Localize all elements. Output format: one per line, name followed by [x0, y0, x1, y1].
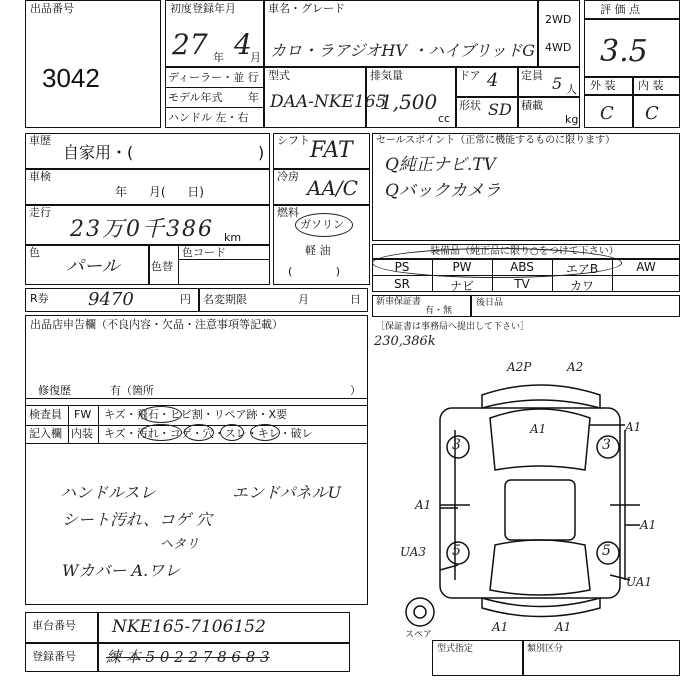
name-change-month: 月	[298, 293, 309, 306]
capacity-label: 定員	[521, 69, 543, 82]
report-title: 出品店申告欄（不良内容・欠品・注意事項等記載）	[30, 318, 283, 331]
selling-point-2: Qバックカメラ	[385, 181, 501, 201]
registration-label: 登録番号	[32, 650, 76, 663]
displacement-unit: cc	[438, 112, 451, 125]
mark-right-rear: UA1	[626, 575, 653, 589]
equipment-item-4: AW	[636, 260, 656, 274]
tire-rl-mark: 5	[452, 543, 461, 559]
report-note-engine: エンドパネルU	[232, 483, 342, 502]
report-note-1: ハンドルスレ	[60, 483, 156, 502]
shift-label: シフト	[277, 134, 310, 147]
report-note-3: ヘタリ	[160, 537, 200, 552]
equipment-item-1: PW	[452, 260, 472, 274]
mark-rear-left: A1	[492, 620, 509, 634]
lot-number-label: 出品番号	[30, 2, 74, 15]
mark-circle-wear	[250, 424, 280, 441]
interior-grade: C	[645, 103, 659, 124]
exterior-grade: C	[600, 103, 614, 124]
equipment-title: 装備品（純正品に限り○をつけて下さい）	[430, 246, 619, 257]
mark-front-right: A2	[567, 360, 584, 374]
equipment-item-2: ABS	[510, 260, 534, 274]
selling-point-1: Q純正ナビ.TV	[385, 155, 496, 175]
name-change-label: 名変期限	[203, 293, 247, 306]
registration-value: 練 本 5 0 2 2 7 8 6 8 3	[106, 648, 270, 666]
warranty-options: 有・無	[425, 306, 453, 316]
report-note-2: シート汚れ、コゲ 穴	[62, 510, 213, 529]
report-note-4: Wカバー A.ワレ	[62, 561, 181, 580]
model-year-unit: 年	[248, 91, 259, 104]
repair-history-close: ）	[350, 384, 361, 397]
mark-right-door: A1	[640, 518, 657, 532]
fuel-paren: ( )	[288, 265, 341, 278]
shape-value: SD	[488, 100, 512, 119]
history-value: 自家用・(	[63, 143, 134, 162]
equipment-circle-mark	[372, 248, 622, 278]
recycle-label: R券	[30, 292, 49, 305]
month-unit: 月	[250, 51, 261, 64]
mark-left-front-door: A1	[415, 498, 432, 512]
mark-circle-dirt	[140, 424, 182, 441]
fuel-diesel: 軽 油	[305, 244, 331, 257]
mark-right-front-fender: A1	[625, 420, 642, 434]
door-label: ドア	[459, 69, 481, 82]
car-name-label: 車名・グレード	[268, 2, 345, 15]
interior-items: キズ・汚れ・コゲ・穴・スレ・キレ・破レ	[104, 427, 313, 440]
exterior-label: 外 装	[590, 79, 616, 92]
door-value: 4	[487, 70, 499, 91]
tire-rr-mark: 5	[602, 543, 611, 559]
fw-label: FW	[74, 408, 92, 421]
recycle-value: 9470	[88, 289, 134, 310]
capacity-value: 5	[552, 74, 563, 93]
type-label: 型式	[268, 69, 290, 82]
tire-fr-mark: 3	[602, 437, 611, 453]
displacement-value: 1,500	[380, 90, 438, 114]
capacity-unit: 人	[566, 83, 577, 96]
history-close: )	[258, 143, 265, 162]
tire-fl-mark: 3	[452, 437, 461, 453]
mileage-unit: km	[224, 231, 242, 244]
fuel-label: 燃料	[277, 206, 299, 219]
warranty-date-label: 後日品	[476, 298, 504, 308]
interior-check-label: 内装	[71, 427, 93, 440]
selling-points-title: セールスポイント（正常に機能するものに限ります）	[376, 135, 616, 146]
warranty-label: 新車保証書	[376, 297, 422, 307]
recycle-box	[25, 288, 368, 312]
entry-label: 記入欄	[29, 427, 62, 440]
mileage-label: 走行	[29, 206, 51, 219]
load-label: 積載	[521, 99, 543, 112]
ac-value: AA/C	[307, 176, 358, 200]
inspector-label: 検査員	[29, 408, 62, 421]
fw-items: キズ・飛石・ヒビ割・リペア跡・X要	[104, 408, 288, 421]
name-change-day: 日	[350, 293, 361, 306]
color-label: 色	[29, 246, 40, 259]
year-unit: 年	[213, 51, 224, 64]
inspection-label: 車検	[29, 170, 51, 183]
spare-label: スペア	[405, 630, 433, 640]
color-value: パール	[66, 256, 120, 277]
load-unit: kg	[565, 113, 579, 126]
registration-year: 27	[172, 28, 208, 61]
category-label: 類別区分	[527, 644, 564, 654]
registration-month: 4	[234, 28, 252, 61]
mark-circle-hole	[220, 424, 244, 441]
chassis-label: 車台番号	[32, 619, 76, 632]
color-code-label: 色コード	[182, 246, 226, 259]
score-value: 3.5	[600, 34, 648, 69]
fuel-gasoline: ガソリン	[300, 218, 344, 231]
interior-label: 内 装	[638, 79, 664, 92]
mark-circle-stone	[140, 406, 182, 423]
dealer-label: ディーラー・並 行	[168, 71, 259, 84]
mileage-note: 230,386k	[374, 334, 436, 349]
equipment-item-7: TV	[514, 277, 530, 291]
mileage-value: 23万0千386	[70, 217, 214, 242]
equipment-item-5: SR	[394, 277, 410, 291]
inspection-text: 年 月( 日)	[115, 185, 204, 199]
ac-label: 冷房	[277, 170, 299, 183]
type-designation-label: 型式指定	[437, 644, 474, 654]
score-label: 評 価 点	[600, 3, 640, 16]
first-registration-label: 初度登録年月	[170, 2, 236, 15]
repair-history-label: 修復歴	[38, 384, 71, 397]
shift-value: FAT	[310, 138, 353, 163]
color-change-label: 色替	[151, 260, 173, 273]
equipment-item-0: PS	[394, 260, 410, 274]
shape-label: 形状	[459, 99, 481, 112]
lot-number: 3042	[42, 63, 100, 93]
equipment-item-8: カワ	[569, 279, 594, 293]
handle-label: ハンドル 左・右	[168, 111, 249, 124]
drive-2wd: 2WD	[545, 13, 572, 26]
mark-rear-right: A1	[555, 620, 572, 634]
recycle-unit: 円	[180, 293, 191, 306]
chassis-value: NKE165-7106152	[112, 617, 266, 637]
mark-front-left: A2P	[507, 360, 532, 374]
model-year-label: モデル年式	[168, 91, 223, 104]
equipment-item-6: ナビ	[449, 279, 474, 293]
equipment-item-3: エアB	[565, 262, 599, 276]
drive-4wd: 4WD	[545, 41, 572, 54]
warranty-remark: ［保証書は事務局へ提出して下さい］	[376, 322, 530, 332]
mark-hood: A1	[530, 422, 547, 436]
history-label: 車歴	[29, 134, 51, 147]
repair-history-value: 有（箇所	[110, 384, 154, 397]
displacement-label: 排気量	[370, 69, 403, 82]
car-name: カロ・ラアジオHV ・ハイブリッドG	[270, 41, 535, 60]
mark-left-rear: UA3	[400, 545, 427, 559]
mark-circle-burn	[184, 424, 214, 441]
type-value: DAA-NKE165	[270, 92, 387, 112]
